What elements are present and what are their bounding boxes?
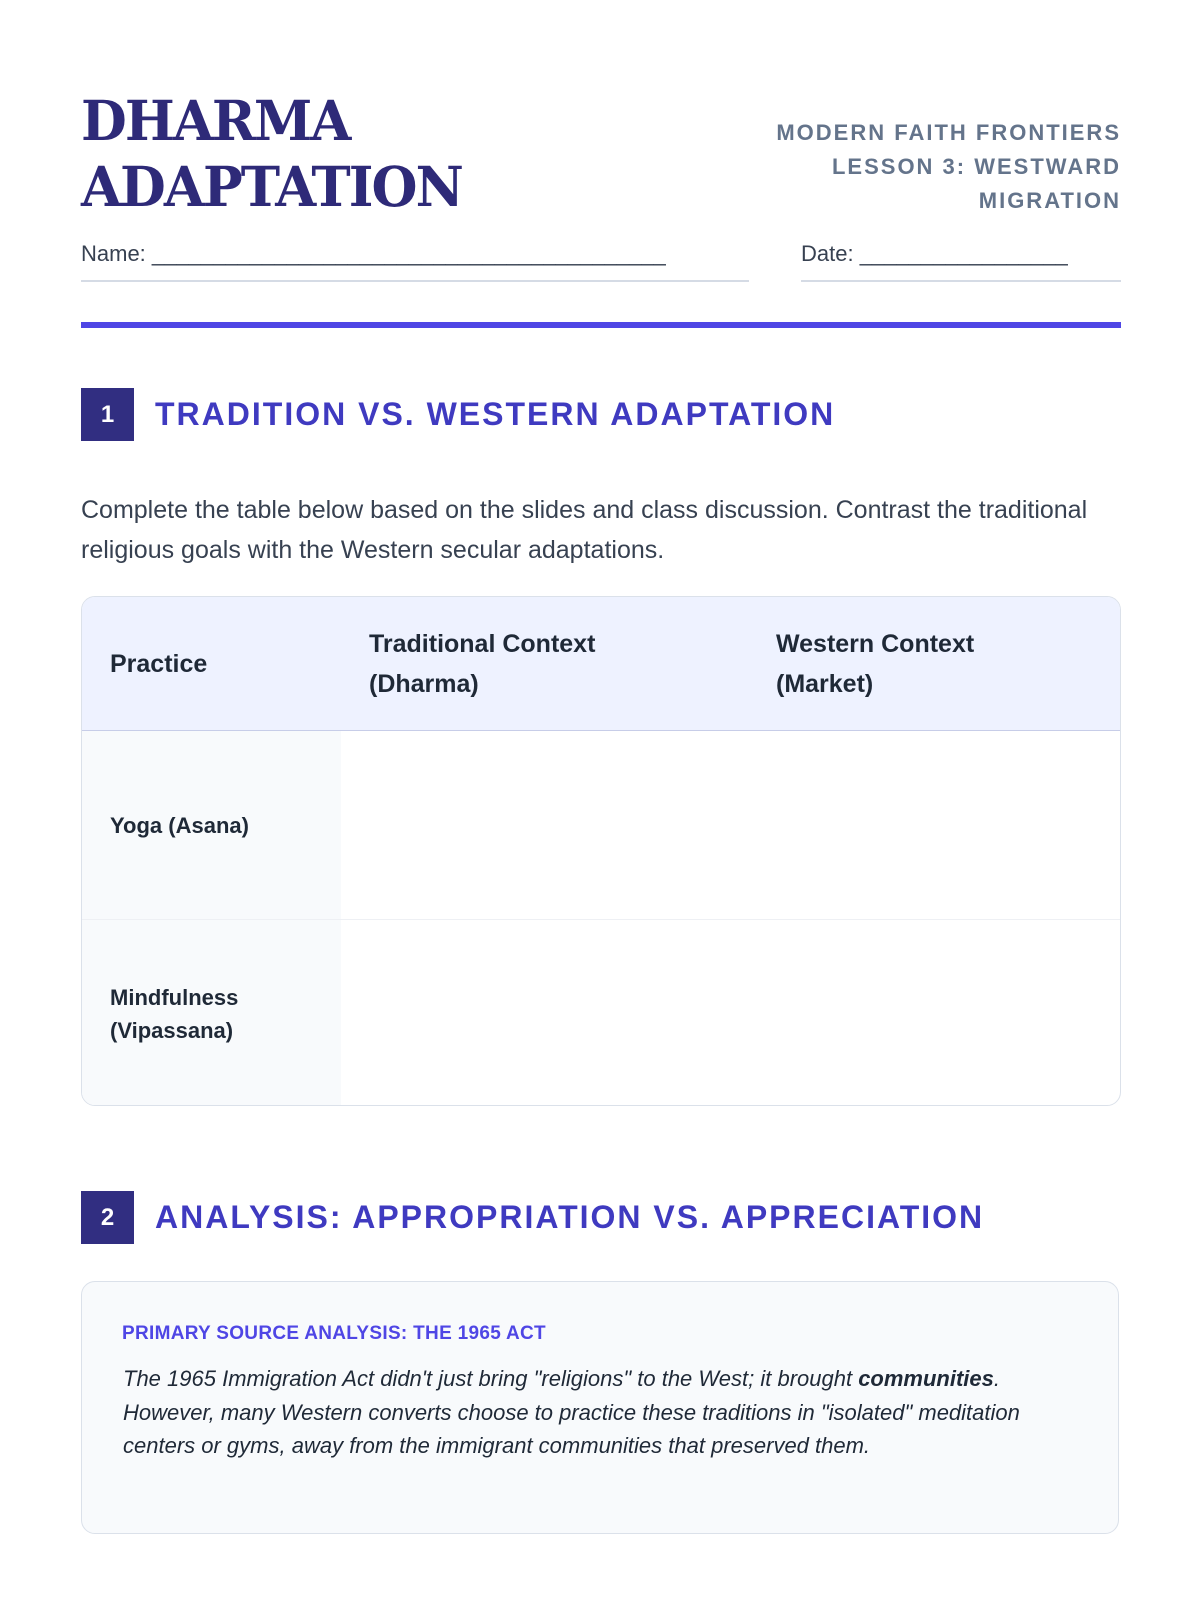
title-line-1: DHARMA bbox=[81, 88, 350, 153]
section-2-title: ANALYSIS: APPROPRIATION VS. APPRECIATION bbox=[155, 1199, 985, 1235]
table-row bbox=[82, 920, 1120, 1107]
answer-cell-mindfulness-western[interactable] bbox=[748, 920, 1120, 1107]
section-2-heading bbox=[81, 1191, 1121, 1245]
document-title bbox=[81, 88, 462, 220]
header-traditional bbox=[341, 597, 748, 731]
answer-cell-mindfulness-traditional[interactable] bbox=[341, 920, 748, 1107]
student-fields bbox=[81, 238, 1121, 284]
lesson-line-1: LESSON 3: WESTWARD bbox=[831, 154, 1121, 179]
header-practice-label: Practice bbox=[110, 649, 208, 678]
table-header-row bbox=[82, 597, 1120, 731]
section-1-title: TRADITION VS. WESTERN ADAPTATION bbox=[155, 396, 836, 432]
practice-label-mindfulness-line-1: Mindfulness bbox=[110, 985, 239, 1010]
header-traditional-line-1: Traditional Context bbox=[369, 629, 596, 658]
header bbox=[81, 88, 1121, 218]
header-traditional-line-2: (Dharma) bbox=[369, 669, 479, 698]
section-1-instructions: Complete the table below based on the slides and class discussion. Contrast the traditional religious goals with the Western secular adaptations. bbox=[81, 496, 1088, 564]
header-western bbox=[748, 597, 1120, 731]
source-quote bbox=[123, 1362, 1083, 1463]
source-quote-part-2: . However, many Western converts choose to practice these traditions in "isolated" meditation centers or gyms, away from the immigrant communities that preserved them. bbox=[123, 1366, 1020, 1458]
practice-label-yoga: Yoga (Asana) bbox=[110, 812, 249, 838]
section-1-number-badge: 1 bbox=[81, 388, 134, 441]
lesson-line-2: MIGRATION bbox=[978, 188, 1121, 213]
course-name: MODERN FAITH FRONTIERS bbox=[776, 120, 1121, 145]
source-quote-emphasis: communities bbox=[858, 1366, 994, 1391]
source-label: PRIMARY SOURCE ANALYSIS: THE 1965 ACT bbox=[122, 1323, 546, 1344]
course-meta bbox=[701, 116, 1121, 218]
header-western-line-2: (Market) bbox=[776, 669, 874, 698]
source-quote-part-1: The 1965 Immigration Act didn't just bring "religions" to the West; it brought bbox=[123, 1366, 859, 1391]
header-practice bbox=[82, 597, 341, 731]
answer-cell-yoga-traditional[interactable] bbox=[341, 731, 748, 920]
section-2-number-badge: 2 bbox=[81, 1191, 134, 1244]
answer-cell-yoga-western[interactable] bbox=[748, 731, 1120, 920]
header-divider bbox=[81, 322, 1121, 328]
name-field[interactable]: Name: __________________________________________ bbox=[81, 238, 749, 282]
section-1-heading bbox=[81, 388, 1121, 442]
primary-source-box bbox=[81, 1281, 1119, 1534]
practice-label-mindfulness-line-2: (Vipassana) bbox=[110, 1018, 234, 1043]
practice-cell-mindfulness bbox=[82, 920, 341, 1107]
date-field[interactable]: Date: _________________ bbox=[801, 238, 1121, 282]
table-row bbox=[82, 731, 1120, 920]
title-line-2: ADAPTATION bbox=[81, 154, 462, 219]
comparison-table bbox=[81, 596, 1121, 1106]
header-western-line-1: Western Context bbox=[776, 629, 975, 658]
practice-cell-yoga bbox=[82, 731, 341, 920]
